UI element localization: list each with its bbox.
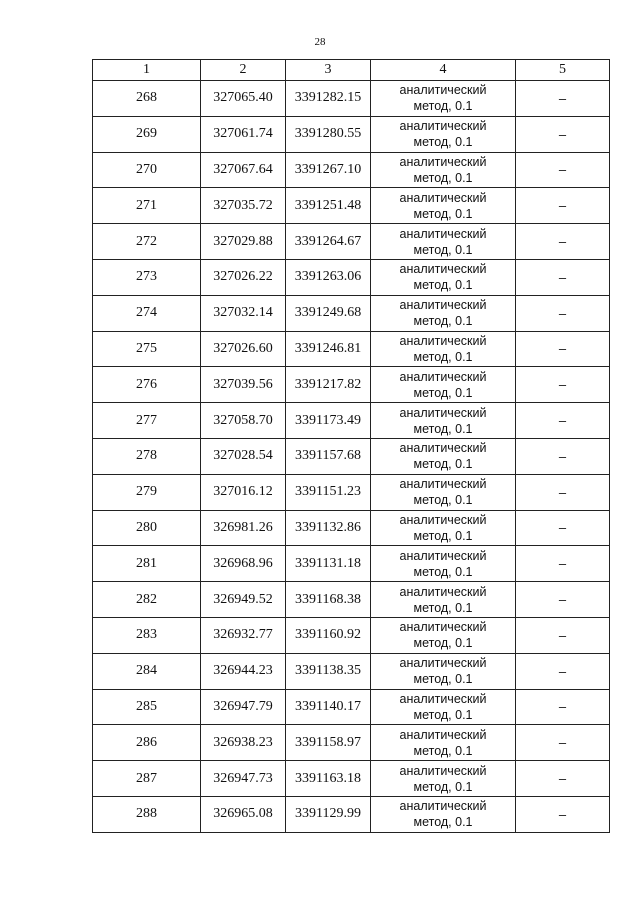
coordinate-y: 3391131.18: [286, 546, 371, 582]
point-number: 276: [93, 367, 201, 403]
point-number: 288: [93, 796, 201, 832]
determination-method: [371, 796, 516, 832]
coordinate-x: 326947.73: [201, 761, 286, 797]
coordinate-x: 326968.96: [201, 546, 286, 582]
header-col-1: 1: [93, 60, 201, 81]
coordinate-x: 326932.77: [201, 617, 286, 653]
point-number: 283: [93, 617, 201, 653]
table-body: [93, 81, 610, 833]
coordinate-x: 327061.74: [201, 116, 286, 152]
note-dash: –: [516, 617, 610, 653]
coordinate-x: 327032.14: [201, 295, 286, 331]
note-dash: –: [516, 331, 610, 367]
note-dash: –: [516, 116, 610, 152]
method-line-2: метод, 0.1: [413, 135, 473, 150]
note-dash: –: [516, 510, 610, 546]
point-number: 268: [93, 81, 201, 117]
note-dash: –: [516, 403, 610, 439]
method-line-1: аналитический: [399, 298, 487, 313]
header-col-5: 5: [516, 60, 610, 81]
method-line-2: метод, 0.1: [413, 743, 473, 758]
coordinate-x: 327065.40: [201, 81, 286, 117]
table-row: [93, 546, 610, 582]
table-row: [93, 474, 610, 510]
coordinate-x: 327067.64: [201, 152, 286, 188]
method-line-2: метод, 0.1: [413, 242, 473, 257]
table-row: [93, 438, 610, 474]
coordinate-x: 327035.72: [201, 188, 286, 224]
note-dash: –: [516, 438, 610, 474]
coordinate-y: 3391140.17: [286, 689, 371, 725]
coordinate-y: 3391267.10: [286, 152, 371, 188]
point-number: 281: [93, 546, 201, 582]
method-line-2: метод, 0.1: [413, 815, 473, 830]
method-line-2: метод, 0.1: [413, 600, 473, 615]
determination-method: [371, 510, 516, 546]
coordinate-x: 327058.70: [201, 403, 286, 439]
coordinate-y: 3391151.23: [286, 474, 371, 510]
coordinate-x: 327029.88: [201, 224, 286, 260]
point-number: 287: [93, 761, 201, 797]
determination-method: [371, 81, 516, 117]
coordinate-y: 3391138.35: [286, 653, 371, 689]
header-col-4: 4: [371, 60, 516, 81]
coordinate-x: 326965.08: [201, 796, 286, 832]
note-dash: –: [516, 152, 610, 188]
table-row: [93, 510, 610, 546]
determination-method: [371, 653, 516, 689]
page-number: 28: [314, 36, 326, 48]
coordinate-x: 326938.23: [201, 725, 286, 761]
table-row: [93, 582, 610, 618]
method-line-2: метод, 0.1: [413, 672, 473, 687]
method-line-2: метод, 0.1: [413, 278, 473, 293]
table-row: [93, 761, 610, 797]
method-line-2: метод, 0.1: [413, 493, 473, 508]
coordinate-x: 327026.22: [201, 259, 286, 295]
method-line-2: метод, 0.1: [413, 457, 473, 472]
header-row: [93, 60, 610, 81]
coordinate-y: 3391264.67: [286, 224, 371, 260]
method-line-2: метод, 0.1: [413, 707, 473, 722]
method-line-1: аналитический: [399, 691, 487, 706]
method-line-1: аналитический: [399, 548, 487, 563]
table-row: [93, 116, 610, 152]
header-col-3: 3: [286, 60, 371, 81]
point-number: 278: [93, 438, 201, 474]
determination-method: [371, 474, 516, 510]
table-row: [93, 331, 610, 367]
coordinate-y: 3391246.81: [286, 331, 371, 367]
point-number: 269: [93, 116, 201, 152]
point-number: 273: [93, 259, 201, 295]
header-col-2: 2: [201, 60, 286, 81]
method-line-2: метод, 0.1: [413, 349, 473, 364]
determination-method: [371, 331, 516, 367]
coordinate-y: 3391263.06: [286, 259, 371, 295]
point-number: 270: [93, 152, 201, 188]
determination-method: [371, 188, 516, 224]
method-line-1: аналитический: [399, 154, 487, 169]
point-number: 275: [93, 331, 201, 367]
method-line-1: аналитический: [399, 226, 487, 241]
note-dash: –: [516, 188, 610, 224]
note-dash: –: [516, 761, 610, 797]
note-dash: –: [516, 81, 610, 117]
point-number: 274: [93, 295, 201, 331]
determination-method: [371, 725, 516, 761]
method-line-2: метод, 0.1: [413, 206, 473, 221]
table-row: [93, 689, 610, 725]
determination-method: [371, 295, 516, 331]
determination-method: [371, 152, 516, 188]
method-line-1: аналитический: [399, 620, 487, 635]
determination-method: [371, 403, 516, 439]
coordinate-y: 3391129.99: [286, 796, 371, 832]
method-line-2: метод, 0.1: [413, 385, 473, 400]
method-line-1: аналитический: [399, 190, 487, 205]
coordinate-x: 327028.54: [201, 438, 286, 474]
method-line-2: метод, 0.1: [413, 528, 473, 543]
method-line-1: аналитический: [399, 477, 487, 492]
note-dash: –: [516, 653, 610, 689]
table-row: [93, 617, 610, 653]
point-number: 272: [93, 224, 201, 260]
table-row: [93, 295, 610, 331]
method-line-1: аналитический: [399, 83, 487, 98]
table-row: [93, 81, 610, 117]
determination-method: [371, 259, 516, 295]
point-number: 277: [93, 403, 201, 439]
note-dash: –: [516, 582, 610, 618]
point-number: 279: [93, 474, 201, 510]
table-row: [93, 188, 610, 224]
method-line-2: метод, 0.1: [413, 779, 473, 794]
coordinate-x: 327026.60: [201, 331, 286, 367]
coordinate-x: 326981.26: [201, 510, 286, 546]
determination-method: [371, 546, 516, 582]
coordinate-y: 3391132.86: [286, 510, 371, 546]
determination-method: [371, 582, 516, 618]
coordinate-x: 326947.79: [201, 689, 286, 725]
table-row: [93, 259, 610, 295]
method-line-1: аналитический: [399, 333, 487, 348]
table-row: [93, 367, 610, 403]
coordinate-y: 3391173.49: [286, 403, 371, 439]
method-line-2: метод, 0.1: [413, 170, 473, 185]
note-dash: –: [516, 295, 610, 331]
point-number: 286: [93, 725, 201, 761]
note-dash: –: [516, 725, 610, 761]
table-row: [93, 796, 610, 832]
determination-method: [371, 367, 516, 403]
table-row: [93, 653, 610, 689]
coordinate-y: 3391251.48: [286, 188, 371, 224]
note-dash: –: [516, 546, 610, 582]
method-line-1: аналитический: [399, 119, 487, 134]
method-line-1: аналитический: [399, 262, 487, 277]
determination-method: [371, 116, 516, 152]
note-dash: –: [516, 796, 610, 832]
coordinate-y: 3391249.68: [286, 295, 371, 331]
coordinate-y: 3391282.15: [286, 81, 371, 117]
point-number: 285: [93, 689, 201, 725]
method-line-1: аналитический: [399, 656, 487, 671]
coordinates-table: [92, 59, 610, 833]
coordinate-x: 326944.23: [201, 653, 286, 689]
note-dash: –: [516, 689, 610, 725]
coordinate-y: 3391217.82: [286, 367, 371, 403]
method-line-1: аналитический: [399, 441, 487, 456]
determination-method: [371, 689, 516, 725]
note-dash: –: [516, 367, 610, 403]
method-line-2: метод, 0.1: [413, 564, 473, 579]
determination-method: [371, 224, 516, 260]
coordinate-y: 3391158.97: [286, 725, 371, 761]
method-line-2: метод, 0.1: [413, 421, 473, 436]
table-row: [93, 403, 610, 439]
method-line-2: метод, 0.1: [413, 99, 473, 114]
note-dash: –: [516, 474, 610, 510]
coordinate-x: 326949.52: [201, 582, 286, 618]
method-line-1: аналитический: [399, 584, 487, 599]
method-line-1: аналитический: [399, 763, 487, 778]
coordinate-y: 3391168.38: [286, 582, 371, 618]
method-line-1: аналитический: [399, 512, 487, 527]
point-number: 284: [93, 653, 201, 689]
determination-method: [371, 438, 516, 474]
determination-method: [371, 761, 516, 797]
method-line-1: аналитический: [399, 799, 487, 814]
method-line-2: метод, 0.1: [413, 636, 473, 651]
coordinate-y: 3391157.68: [286, 438, 371, 474]
coordinate-x: 327039.56: [201, 367, 286, 403]
table-row: [93, 224, 610, 260]
note-dash: –: [516, 224, 610, 260]
determination-method: [371, 617, 516, 653]
method-line-2: метод, 0.1: [413, 314, 473, 329]
coordinate-y: 3391163.18: [286, 761, 371, 797]
method-line-1: аналитический: [399, 369, 487, 384]
table-row: [93, 152, 610, 188]
method-line-1: аналитический: [399, 727, 487, 742]
coordinate-y: 3391160.92: [286, 617, 371, 653]
note-dash: –: [516, 259, 610, 295]
table-row: [93, 725, 610, 761]
coordinate-x: 327016.12: [201, 474, 286, 510]
coordinate-y: 3391280.55: [286, 116, 371, 152]
method-line-1: аналитический: [399, 405, 487, 420]
point-number: 271: [93, 188, 201, 224]
table-header: [93, 60, 610, 81]
point-number: 280: [93, 510, 201, 546]
point-number: 282: [93, 582, 201, 618]
